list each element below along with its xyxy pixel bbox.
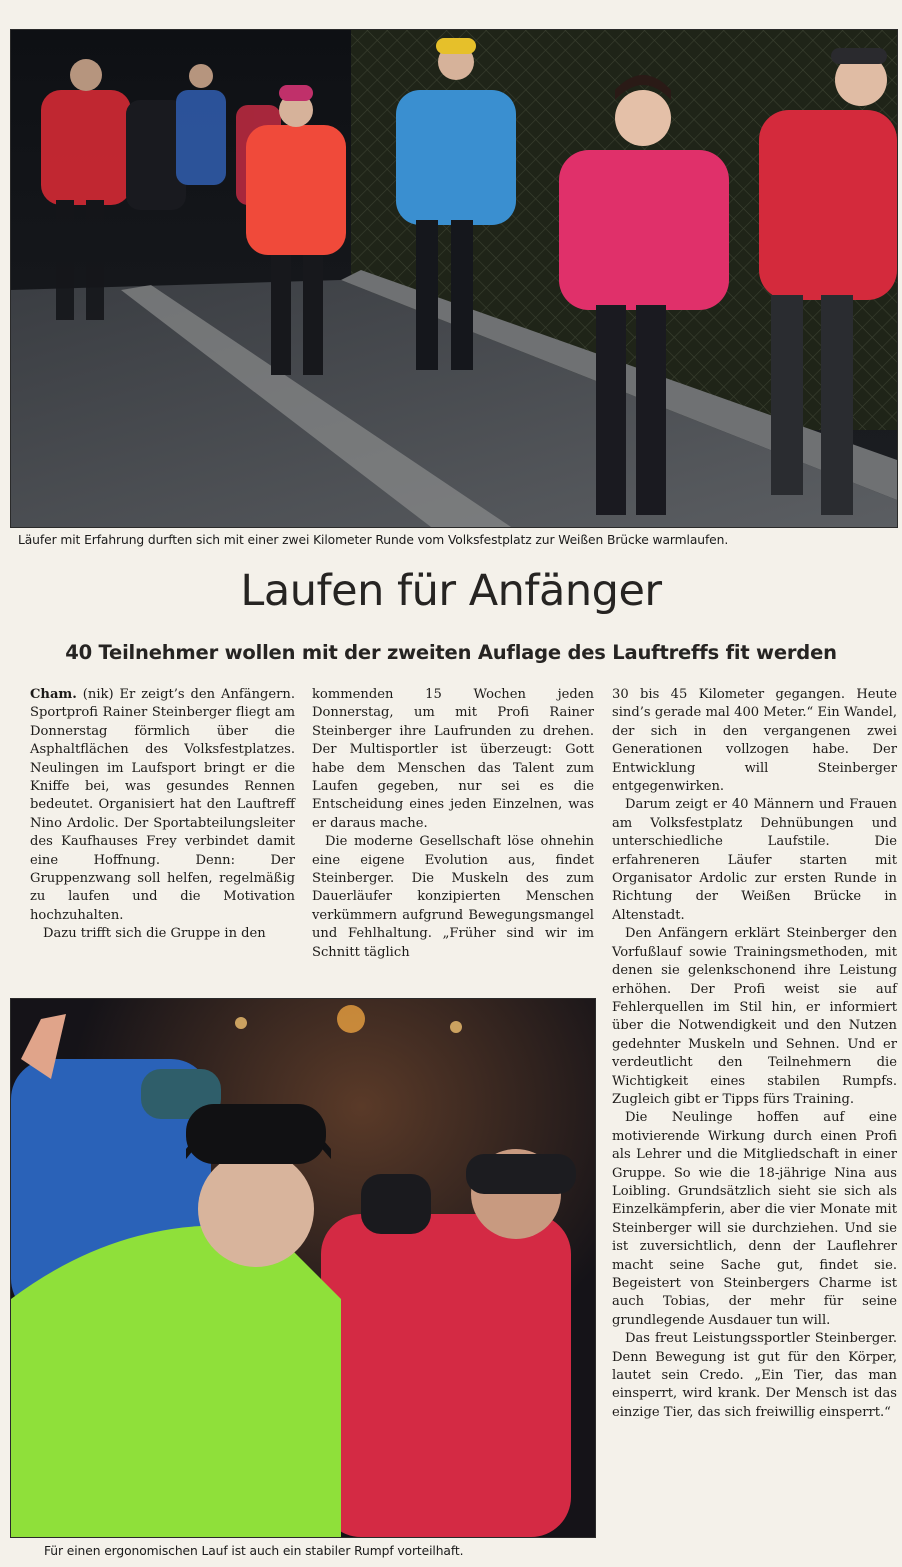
article-paragraph: Das freut Leistungssportler Steinberger. Denn Bewegung ist gut für den Körper, lautet sein Credo. „Ein Tier, das man einsperrt, wird krank. Der Mensch ist das einzige Tier, das sich freiwillig einsperrt.“ (612, 1331, 897, 1420)
bottom-photo (10, 998, 596, 1538)
article-paragraph: 30 bis 45 Kilometer gegangen. Heute sind’s gerade mal 400 Meter.“ Ein Wandel, der sich in den vergangenen zwei Generationen vollzogen habe. Der Entwicklung will Steinberger entgegenwirken. (612, 687, 897, 795)
article-paragraph: Darum zeigt er 40 Männern und Frauen am Volksfestplatz Dehnübungen und unterschiedliche Laufstile. Die erfahreneren Läufer starten mit Organisator Ardolic zur ersten Runde in Richtung der Weißen Brücke in Altenstadt. (612, 797, 897, 923)
article-paragraph: Die moderne Gesellschaft löse ohnehin eine eigene Evolution aus, findet Steinberger. Die Muskeln des zum Dauerläufer konzipierten Menschen verkümmern aufgrund Bewegungsmangel und Fehlhaltung. „Früher sind wir im Schnitt täglich (312, 834, 594, 960)
article-column-3 (612, 686, 897, 1422)
article-paragraph: kommenden 15 Wochen jeden Donnerstag, um mit Profi Rainer Steinberger ihre Laufrunden zu drehen. Der Multisportler ist überzeugt: Gott habe dem Menschen das Talent zum Laufen gegeben, nur sei es die Entscheidung eines jeden Einzelnen, was er daraus mache. (312, 687, 594, 831)
article-paragraph: Dazu trifft sich die Gruppe in den (43, 926, 266, 942)
article-column-1 (30, 686, 295, 944)
article-paragraph: Die Neulinge hoffen auf eine motivierende Wirkung durch einen Profi als Lehrer und die Mitgliedschaft in einer Gruppe. So wie die 18-jährige Nina aus Loibling. Grundsätzlich sieht sie sich als Einzelkämpferin, aber die vier Monate mit Steinberger will sie durchziehen. Und sie ist zuversichtlich, denn der Lauflehrer macht seine Sache gut, findet sie. Begeistert von Steinbergers Charme ist auch Tobias, der mehr für seine grundlegende Ausdauer tun will. (612, 1110, 897, 1328)
top-photo-caption: Läufer mit Erfahrung durften sich mit einer zwei Kilometer Runde vom Volksfestplatz zur Weißen Brücke warmlaufen. (18, 533, 729, 547)
stretching-group-illustration (11, 999, 595, 1537)
dateline: Cham. (30, 687, 77, 702)
article-paragraph: Cham. (nik) Er zeigt’s den Anfängern. Sportprofi Rainer Steinberger fliegt am Donnerstag förmlich über die Asphaltflächen des Volksfestplatzes. Neulingen im Laufsport bringt er die Kniffe bei, was gesundes Rennen bedeutet. Organisiert hat den Lauftreff Nino Ardolic. Der Sportabteilungsleiter des Kaufhauses Frey verbindet damit eine Hoffnung. Denn: Der Gruppenzwang soll helfen, regelmäßig zu laufen und die Motivation hochzuhalten. (30, 687, 295, 923)
article-column-2 (312, 686, 594, 962)
headline: Laufen für Anfänger (240, 566, 662, 616)
subheadline: 40 Teilnehmer wollen mit der zweiten Auflage des Lauftreffs fit werden (65, 641, 837, 664)
bottom-photo-caption: Für einen ergonomischen Lauf ist auch ein stabiler Rumpf vorteilhaft. (44, 1544, 464, 1558)
article-paragraph: Den Anfängern erklärt Steinberger den Vorfußlauf sowie Trainingsmethoden, mit denen sie gelenkschonend ihre Leistung erhöhen. Der Profi weist sie auf Fehlerquellen im Stil hin, er informiert über die Notwendigkeit und den Nutzen gedehnter Muskeln und Sehnen. Und er verdeutlicht den Teilnehmern die Wichtigkeit eines stabilen Rumpfs. Zugleich gibt er Tipps fürs Training. (612, 926, 897, 1107)
top-photo (10, 29, 898, 528)
runners-night-illustration (11, 30, 897, 527)
